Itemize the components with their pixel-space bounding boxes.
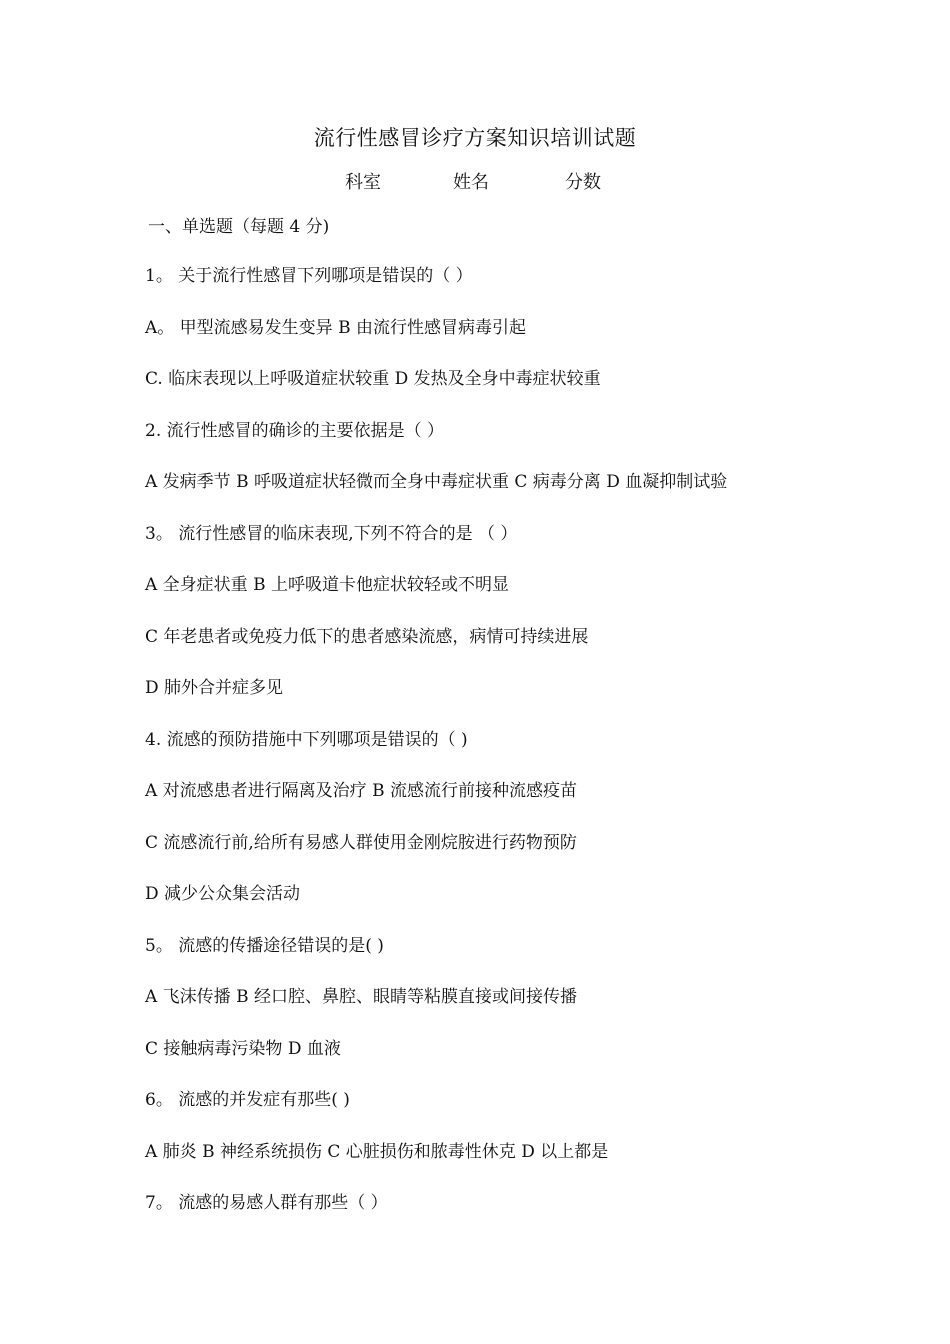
- question-3-options-ab: A 全身症状重 B 上呼吸道卡他症状较轻或不明显: [145, 575, 509, 595]
- question-5-options-cd: C 接触病毒污染物 D 血液: [145, 1038, 341, 1059]
- question-3-stem: 3。 流行性感冒的临床表现,下列不符合的是 （ ）: [145, 523, 518, 544]
- question-5-options-ab: A 飞沫传播 B 经口腔、鼻腔、眼睛等粘膜直接或间接传播: [145, 987, 577, 1007]
- question-4-option-c: C 流感流行前,给所有易感人群使用金刚烷胺进行药物预防: [145, 832, 577, 853]
- question-4-option-d: D 减少公众集会活动: [145, 884, 301, 904]
- question-2-options: A 发病季节 B 呼吸道症状轻微而全身中毒症状重 C 病毒分离 D 血凝抑制试验: [145, 472, 728, 492]
- document-title: 流行性感冒诊疗方案知识培训试题: [313, 126, 637, 150]
- score-field-label: 分数: [565, 172, 601, 193]
- question-2-stem: 2. 流行性感冒的确诊的主要依据是（ ）: [145, 420, 445, 441]
- question-6-options: A 肺炎 B 神经系统损伤 C 心脏损伤和脓毒性休克 D 以上都是: [145, 1141, 609, 1162]
- question-list: [145, 262, 865, 1241]
- section-heading: 一、单选题（每题 4 分): [148, 217, 330, 237]
- question-3-option-c: C 年老患者或免疫力低下的患者感染流感，病情可持续进展: [145, 626, 589, 647]
- name-field-label: 姓名: [453, 172, 489, 193]
- question-7-stem: 7。 流感的易感人群有那些（ ）: [145, 1193, 388, 1213]
- question-3-option-d: D 肺外合并症多见: [145, 678, 284, 698]
- question-1-options-cd: C. 临床表现以上呼吸道症状较重 D 发热及全身中毒症状较重: [145, 369, 601, 389]
- question-4-stem: 4. 流感的预防措施中下列哪项是错误的（ ): [145, 729, 468, 750]
- question-5-stem: 5。 流感的传播途径错误的是( ): [145, 935, 384, 956]
- question-4-options-ab: A 对流感患者进行隔离及治疗 B 流感流行前接种流感疫苗: [145, 781, 577, 801]
- question-1-options-ab: A。 甲型流感易发生变异 B 由流行性感冒病毒引起: [145, 317, 526, 338]
- department-field-label: 科室: [345, 172, 381, 193]
- question-6-stem: 6。 流感的并发症有那些( ): [145, 1090, 350, 1110]
- header-fields: [345, 168, 601, 194]
- question-1-stem: 1。 关于流行性感冒下列哪项是错误的（ ）: [145, 266, 473, 286]
